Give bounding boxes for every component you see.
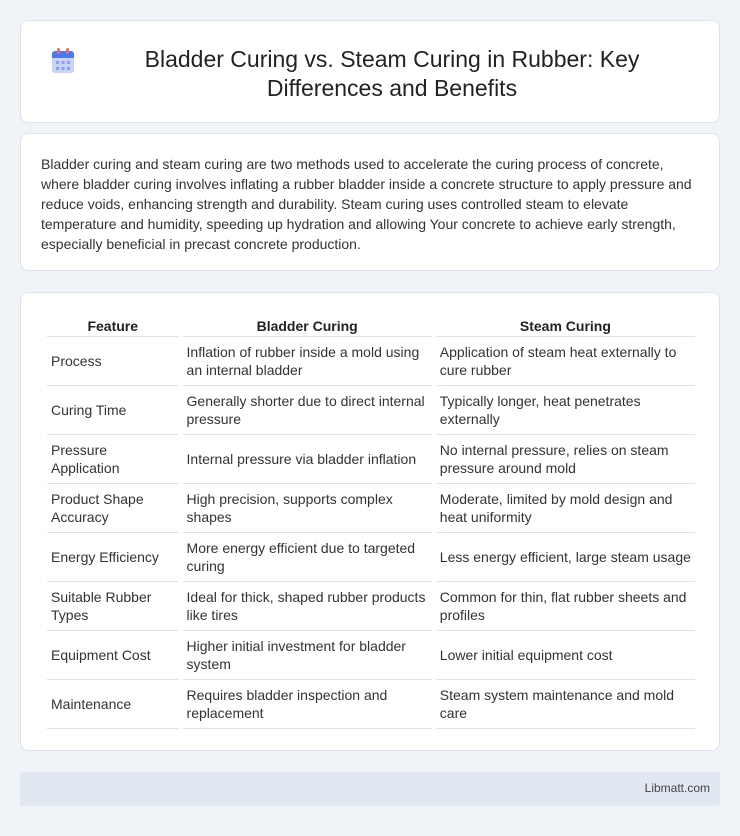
bladder-cell: Inflation of rubber inside a mold using an internal bladder — [183, 337, 432, 386]
feature-cell: Pressure Application — [47, 435, 179, 484]
steam-cell: Less energy efficient, large steam usage — [436, 533, 695, 582]
feature-cell: Maintenance — [47, 680, 179, 729]
intro-paragraph: Bladder curing and steam curing are two methods used to accelerate the curing process of concrete, where bladder curing involves inflating a rubber bladder inside a concrete structure to apply pressure and reduce voids, enhancing strength and durability. Steam curing uses controlled steam to elevate temperature and humidity, speeding up hydration and allowing Your concrete to achieve early strength, especially beneficial in precast concrete production. — [41, 156, 692, 252]
feature-cell: Energy Efficiency — [47, 533, 179, 582]
comparison-table — [43, 313, 699, 729]
table-row — [47, 631, 695, 680]
table-row — [47, 680, 695, 729]
feature-cell: Equipment Cost — [47, 631, 179, 680]
bladder-cell: Internal pressure via bladder inflation — [183, 435, 432, 484]
steam-cell: Application of steam heat externally to cure rubber — [436, 337, 695, 386]
steam-cell: Lower initial equipment cost — [436, 631, 695, 680]
table-row — [47, 435, 695, 484]
intro-card — [20, 133, 720, 271]
title-card — [20, 20, 720, 123]
header-bladder-curing: Bladder Curing — [183, 313, 432, 337]
page-title: Bladder Curing vs. Steam Curing in Rubber: Key Differences and Benefits — [144, 46, 640, 101]
table-row — [47, 337, 695, 386]
footer-bar — [20, 772, 720, 806]
feature-cell: Curing Time — [47, 386, 179, 435]
table-row — [47, 582, 695, 631]
footer-brand-link[interactable]: Libmatt.com — [644, 781, 710, 795]
bladder-cell: More energy efficient due to targeted curing — [183, 533, 432, 582]
feature-cell: Suitable Rubber Types — [47, 582, 179, 631]
steam-cell: Common for thin, flat rubber sheets and profiles — [436, 582, 695, 631]
calendar-icon — [51, 48, 75, 74]
table-row — [47, 386, 695, 435]
feature-cell: Process — [47, 337, 179, 386]
bladder-cell: Ideal for thick, shaped rubber products like tires — [183, 582, 432, 631]
bladder-cell: High precision, supports complex shapes — [183, 484, 432, 533]
table-header-row — [47, 313, 695, 337]
steam-cell: Moderate, limited by mold design and heat uniformity — [436, 484, 695, 533]
bladder-cell: Requires bladder inspection and replacement — [183, 680, 432, 729]
steam-cell: Typically longer, heat penetrates externally — [436, 386, 695, 435]
header-steam-curing: Steam Curing — [436, 313, 695, 337]
table-row — [47, 533, 695, 582]
bladder-cell: Generally shorter due to direct internal pressure — [183, 386, 432, 435]
table-row — [47, 484, 695, 533]
feature-cell: Product Shape Accuracy — [47, 484, 179, 533]
header-feature: Feature — [47, 313, 179, 337]
steam-cell: No internal pressure, relies on steam pressure around mold — [436, 435, 695, 484]
comparison-card — [20, 292, 720, 751]
steam-cell: Steam system maintenance and mold care — [436, 680, 695, 729]
bladder-cell: Higher initial investment for bladder system — [183, 631, 432, 680]
